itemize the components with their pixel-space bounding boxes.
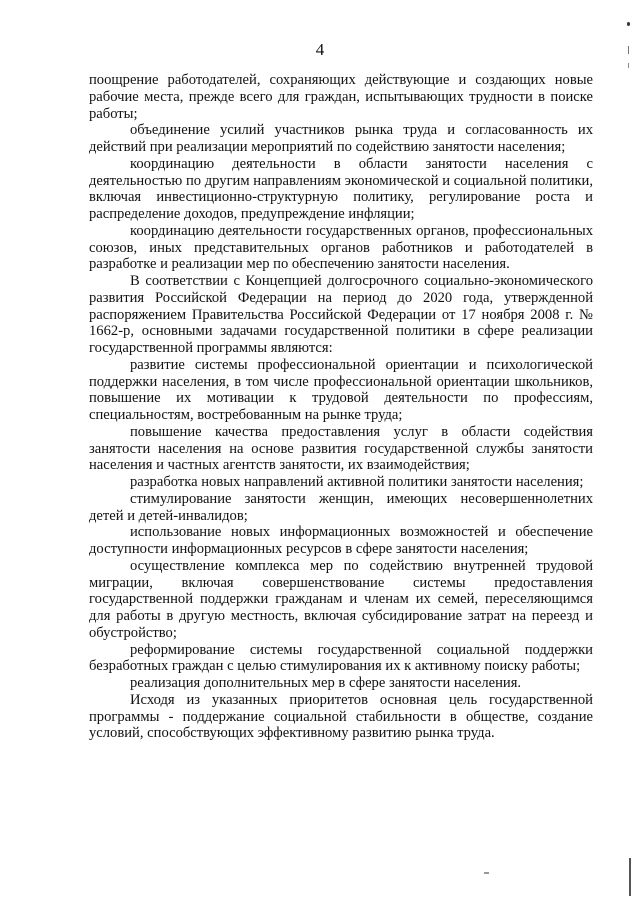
paragraph-8: разработка новых направлений активной политики занятости населения; xyxy=(130,474,584,490)
paragraph-1: поощрение работодателей, сохраняющих действующие и создающих новые рабочие места, прежде всего для граждан, испытывающих трудности в поиске работы; xyxy=(89,72,593,122)
document-body xyxy=(89,72,593,742)
paragraph-13: реализация дополнительных мер в сфере занятости населения. xyxy=(130,675,522,691)
paragraph-9: стимулирование занятости женщин, имеющих несовершеннолетних детей и детей-инвалидов; xyxy=(89,490,593,524)
paragraph-3: координацию деятельности в области занятости населения с деятельностью по другим направлениям экономической и социальной политики, включая инвестиционно-структурную политику, регулирование роста и распределение доходов, предупреждение инфляции; xyxy=(89,155,593,222)
page-number: 4 xyxy=(315,40,325,59)
paragraph-7: повышение качества предоставления услуг в области содействия занятости населения на основе развития государственной службы занятости населения и частных агентств занятости, их взаимодействия; xyxy=(89,423,593,474)
paragraph-12: реформирование системы государственной социальной поддержки безработных граждан с целью стимулирования их к активному поиску работы; xyxy=(89,641,593,675)
paragraph-10: использование новых информационных возможностей и обеспечение доступности информационных ресурсов в сфере занятости населения; xyxy=(89,524,593,557)
scan-stray-mark xyxy=(484,872,489,874)
scan-edge-mark xyxy=(627,22,630,26)
paragraph-11: осуществление комплекса мер по содействию внутренней трудовой миграции, включая совершенствование системы предоставления государственной поддержки гражданам и членам их семей, переселяющимся для работы в другую местность, включая субсидирование затрат на переезд и обустройство; xyxy=(89,557,593,641)
paragraph-4: координацию деятельности государственных органов, профессиональных союзов, иных представительных органов работников и работодателей в разработке и реализации мер по обеспечению занятости населения. xyxy=(89,222,593,273)
paragraph-2: объединение усилий участников рынка труда и согласованность их действий при реализации мероприятий по содействию занятости населения; xyxy=(89,122,593,155)
paragraph-5: В соответствии с Концепцией долгосрочного социально-экономического развития Российской Федерации на период до 2020 года, утвержденной распоряжением Правительства Российской Федерации от 17 ноября 2008 г. № 1662-р, основными задачами государственной политики в сфере реализации государственной программы являются: xyxy=(89,273,593,356)
paragraph-6: развитие системы профессиональной ориентации и психологической поддержки населения, в том числе профессиональной ориентации школьников, повышение их мотивации к трудовой деятельности по профессиям, специальностям, востребованным на рынке труда; xyxy=(89,356,593,423)
scan-edge-mark xyxy=(628,46,629,54)
paragraph-14: Исходя из указанных приоритетов основная цель государственной программы - поддержание социальной стабильности в обществе, создание условий, способствующих эффективному развитию рынка труда. xyxy=(89,691,593,742)
scan-edge-mark xyxy=(629,858,631,896)
scan-edge-mark xyxy=(628,63,629,68)
